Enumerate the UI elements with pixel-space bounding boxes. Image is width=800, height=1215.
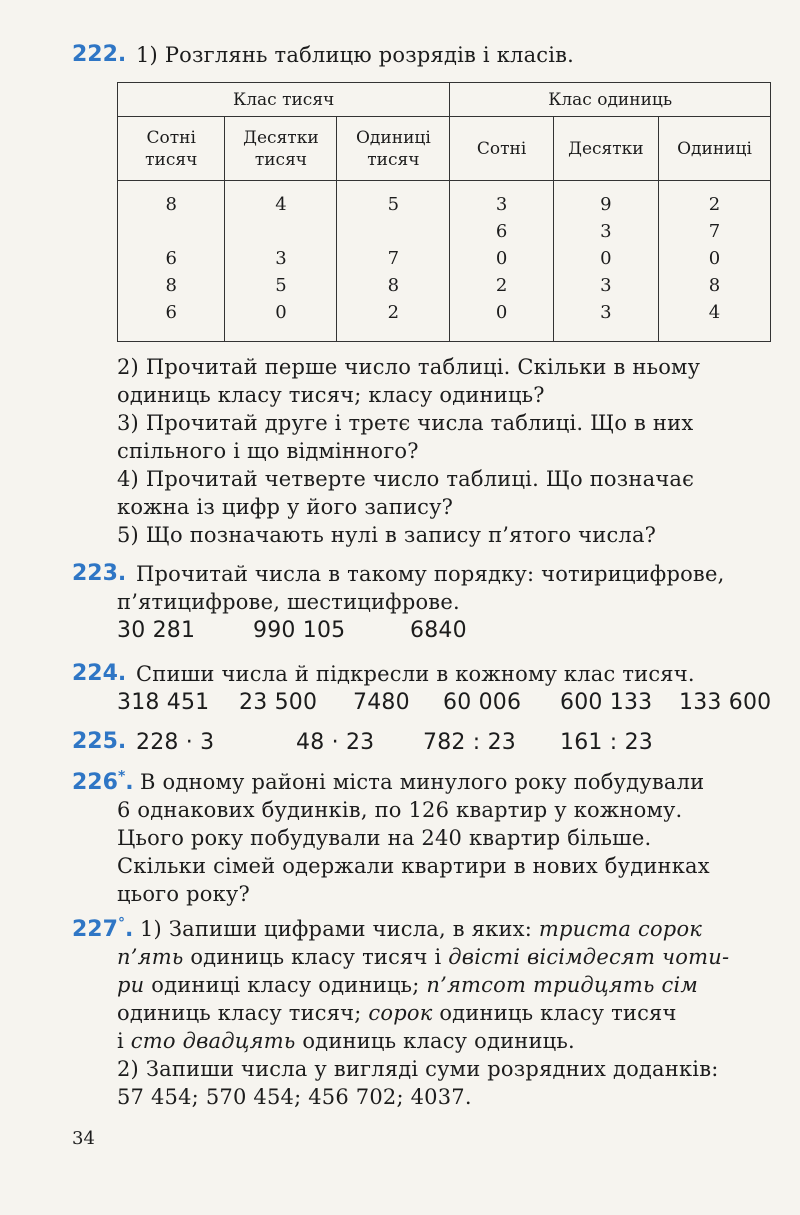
exercise-number: 224.	[72, 661, 127, 686]
exercise-number: 222.	[72, 42, 127, 67]
table-column: 9 3 0 3 3	[553, 181, 658, 342]
place-value-table	[117, 82, 771, 342]
number-item: 990 105	[253, 618, 346, 643]
exercise-number: 227	[72, 917, 118, 943]
difficulty-mark: *	[117, 769, 126, 785]
exercise-number: 223.	[72, 561, 127, 586]
exercise-223-heading	[72, 561, 126, 586]
exercise-224-line-1: Спиши числа й підкресли в кожному клас тисяч.	[136, 662, 695, 686]
exercise-222-intro: 1) Розглянь таблицю розрядів і класів.	[136, 43, 575, 67]
exercise-number: 226	[72, 770, 118, 796]
expression: 782 : 23	[423, 730, 516, 755]
exercise-226-line-3: Цього року побудували на 240 квартир більше.	[117, 826, 652, 850]
expression: 228 · 3	[136, 730, 215, 755]
exercise-222-heading	[72, 42, 126, 67]
exercise-227-heading: 227°.	[72, 916, 134, 943]
question-2-line-2: одиниць класу тисяч; класу одиниць?	[117, 383, 545, 407]
group-header-units: Клас одиниць	[450, 83, 771, 117]
expression: 48 · 23	[296, 730, 375, 755]
exercise-224-heading	[72, 661, 126, 686]
exercise-226-line-4: Скільки сімей одержали квартири в нових будинках	[117, 854, 710, 878]
table-column: 4 3 5 0	[225, 181, 337, 342]
number-item: 133 600	[679, 690, 772, 715]
column-header: Десятки тисяч	[225, 117, 337, 181]
exercise-227-line-6: 2) Запиши числа у вигляді суми розрядних доданків:	[117, 1057, 719, 1081]
number-item: 60 006	[443, 690, 522, 715]
column-header: Сотні	[450, 117, 553, 181]
number-item: 23 500	[239, 690, 318, 715]
exercise-226-line-1: В одному районі міста минулого року побудували	[140, 770, 705, 794]
question-3-line-2: спільного і що відмінного?	[117, 439, 419, 463]
table-column: 3 6 0 2 0	[450, 181, 553, 342]
column-header: Десятки	[553, 117, 658, 181]
table-column: 8 6 8 6	[118, 181, 225, 342]
page-number: 34	[72, 1128, 95, 1149]
exercise-225-heading	[72, 729, 126, 754]
exercise-226-line-2: 6 однакових будинків, по 126 квартир у кожному.	[117, 798, 683, 822]
table-column: 5 7 8 2	[337, 181, 450, 342]
number-item: 6840	[410, 618, 467, 643]
column-header: Одиниці	[658, 117, 770, 181]
exercise-223-line-2: п’ятицифрове, шестицифрове.	[117, 590, 460, 614]
exercise-223-line-1: Прочитай числа в такому порядку: чотирицифрове,	[136, 562, 725, 586]
exercise-226-line-5: цього року?	[117, 882, 250, 906]
exercise-number: 225.	[72, 729, 127, 754]
expression: 161 : 23	[560, 730, 653, 755]
number-item: 318 451	[117, 690, 210, 715]
exercise-226-heading: 226*.	[72, 769, 134, 796]
question-4-line-1: 4) Прочитай четверте число таблиці. Що позначає	[117, 467, 695, 491]
column-header: Сотні тисяч	[118, 117, 225, 181]
question-3-line-1: 3) Прочитай друге і третє числа таблиці. Що в них	[117, 411, 694, 435]
number-item: 7480	[353, 690, 410, 715]
exercise-227-line-4: одиниць класу тисяч; сорок одиниць класу тисяч	[117, 1001, 677, 1025]
question-5: 5) Що позначають нулі в запису п’ятого числа?	[117, 523, 657, 547]
level-mark: °	[117, 916, 125, 932]
table-column: 2 7 0 8 4	[658, 181, 770, 342]
group-header-thousands: Клас тисяч	[118, 83, 450, 117]
question-2-line-1: 2) Прочитай перше число таблиці. Скільки в ньому	[117, 355, 701, 379]
number-item: 30 281	[117, 618, 196, 643]
exercise-227-line-7: 57 454; 570 454; 456 702; 4037.	[117, 1085, 472, 1109]
exercise-227-line-1: 1) Запиши цифрами числа, в яких: триста сорок	[140, 917, 703, 941]
exercise-227-line-5: і сто двадцять одиниць класу одиниць.	[117, 1029, 575, 1053]
question-4-line-2: кожна із цифр у його запису?	[117, 495, 454, 519]
column-header: Одиниці тисяч	[337, 117, 450, 181]
exercise-227-line-3: ри одиниці класу одиниць; п’ятсот тридцять сім	[117, 973, 699, 997]
number-item: 600 133	[560, 690, 653, 715]
exercise-227-line-2: п’ять одиниць класу тисяч і двісті вісімдесят чоти-	[117, 945, 730, 969]
